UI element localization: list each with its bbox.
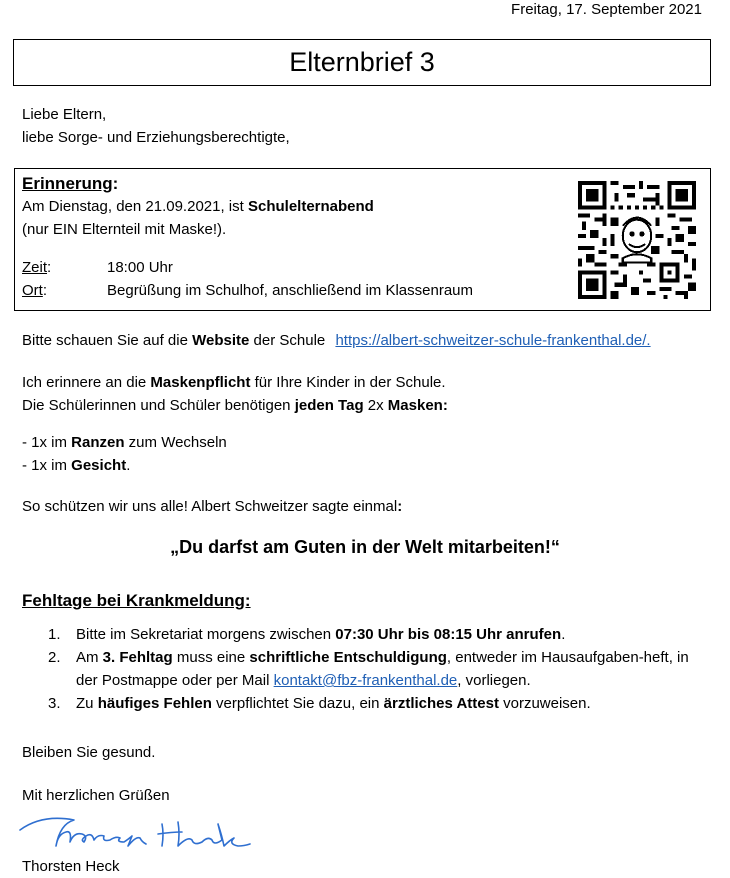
- reminder-line-2: (nur EIN Elternteil mit Maske!).: [22, 221, 227, 238]
- letter-title: Elternbrief 3: [13, 39, 711, 86]
- letter-date: Freitag, 17. September 2021: [511, 1, 702, 18]
- list-item: - 1x im Ranzen zum Wechseln: [22, 434, 227, 451]
- qr-code-icon: [578, 181, 696, 299]
- regards-line: Mit herzlichen Grüßen: [22, 787, 170, 804]
- reminder-heading: Erinnerung:: [22, 174, 119, 193]
- sick-heading: Fehltage bei Krankmeldung:: [22, 591, 251, 610]
- website-paragraph: Bitte schauen Sie auf die Website der Schule https://albert-schweitzer-schule-frankenthal.de/.: [22, 332, 651, 349]
- list-item: 3. Zu häufiges Fehlen verpflichtet Sie dazu, ein ärztliches Attest vorzuweisen.: [48, 695, 591, 712]
- mask-paragraph: Ich erinnere an die Maskenpflicht für Ihre Kinder in der Schule. Die Schülerinnen und Schüler benötigen jeden Tag 2x Masken:: [22, 374, 448, 414]
- closing-line: Bleiben Sie gesund.: [22, 744, 156, 761]
- signature-name: Thorsten Heck: [22, 858, 120, 875]
- protect-paragraph: So schützen wir uns alle! Albert Schweitzer sagte einmal:: [22, 498, 403, 515]
- reminder-time-row: Zeit: 18:00 Uhr: [22, 259, 173, 276]
- handwritten-signature: [12, 806, 252, 854]
- school-website-link[interactable]: https://albert-schweitzer-schule-frankenthal.de/.: [335, 332, 651, 349]
- reminder-line-1: Am Dienstag, den 21.09.2021, ist Schulelternabend: [22, 198, 374, 215]
- reminder-place-row: Ort: Begrüßung im Schulhof, anschließend im Klassenraum: [22, 282, 474, 299]
- reminder-box: [14, 168, 711, 311]
- list-item: - 1x im Gesicht.: [22, 457, 131, 474]
- mask-items-list: [22, 431, 227, 477]
- list-item: 2. Am 3. Fehltag muss eine schriftliche Entschuldigung, entweder im Hausaufgaben-heft, in der Postmappe oder per Mail kontakt@fbz-frankenthal.de, vorliegen.: [48, 649, 689, 689]
- greeting-line-1: Liebe Eltern,: [22, 106, 107, 123]
- list-item: 1. Bitte im Sekretariat morgens zwischen 07:30 Uhr bis 08:15 Uhr anrufen.: [48, 626, 566, 643]
- quote: „Du darfst am Guten in der Welt mitarbeiten!“: [170, 537, 560, 557]
- contact-email-link[interactable]: kontakt@fbz-frankenthal.de: [273, 672, 458, 689]
- greeting-line-2: liebe Sorge- und Erziehungsberechtigte,: [22, 129, 290, 146]
- sick-list: [48, 623, 698, 715]
- greeting: [22, 103, 290, 149]
